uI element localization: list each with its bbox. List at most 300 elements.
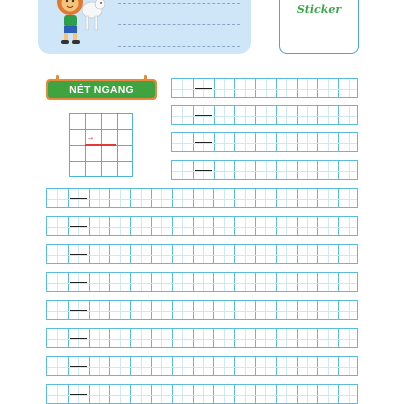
practice-cell-subline xyxy=(182,161,183,179)
practice-cell-border xyxy=(338,161,339,179)
practice-cell-border xyxy=(68,385,69,403)
practice-cell-border xyxy=(297,133,298,151)
practice-cell-subline xyxy=(245,79,246,97)
practice-cell-border xyxy=(193,301,194,319)
practice-row-midline xyxy=(47,255,357,256)
practice-cell-subline xyxy=(141,245,142,263)
practice-cell-subline xyxy=(307,301,308,319)
practice-cell-border xyxy=(317,301,318,319)
practice-cell-subline xyxy=(328,245,329,263)
practice-cell-subline xyxy=(57,385,58,403)
practice-cell-border xyxy=(89,301,90,319)
practice-cell-border xyxy=(214,161,215,179)
practice-cell-subline xyxy=(245,273,246,291)
practice-cell-border xyxy=(276,385,277,403)
practice-cell-subline xyxy=(265,385,266,403)
practice-cell-border xyxy=(193,106,194,124)
practice-cell-border xyxy=(68,357,69,375)
practice-cell-subline xyxy=(57,189,58,207)
practice-cell-border xyxy=(297,79,298,97)
practice-cell-border xyxy=(234,106,235,124)
practice-cell-subline xyxy=(182,273,183,291)
practice-cell-subline xyxy=(182,385,183,403)
practice-cell-subline xyxy=(203,245,204,263)
practice-row-midline xyxy=(47,395,357,396)
practice-cell-subline xyxy=(286,385,287,403)
practice-cell-border xyxy=(89,357,90,375)
practice-cell-border xyxy=(276,106,277,124)
practice-cell-border xyxy=(317,357,318,375)
practice-cell-border xyxy=(193,329,194,347)
practice-cell-subline xyxy=(224,245,225,263)
practice-cell-border xyxy=(193,189,194,207)
practice-cell-border xyxy=(255,189,256,207)
practice-cell-subline xyxy=(161,189,162,207)
practice-cell-border xyxy=(130,385,131,403)
practice-cell-border xyxy=(234,329,235,347)
practice-cell-subline xyxy=(141,329,142,347)
practice-row[interactable] xyxy=(46,244,358,264)
practice-cell-border xyxy=(338,385,339,403)
name-writing-line[interactable] xyxy=(118,3,240,4)
practice-cell-subline xyxy=(203,273,204,291)
practice-row[interactable] xyxy=(46,216,358,236)
practice-cell-subline xyxy=(245,357,246,375)
practice-cell-border xyxy=(297,329,298,347)
practice-cell-subline xyxy=(245,385,246,403)
practice-cell-border xyxy=(297,385,298,403)
practice-row[interactable] xyxy=(171,160,358,180)
practice-cell-subline xyxy=(203,301,204,319)
practice-cell-subline xyxy=(349,161,350,179)
practice-row[interactable] xyxy=(171,105,358,125)
practice-cell-border xyxy=(151,217,152,235)
practice-cell-border xyxy=(317,245,318,263)
practice-cell-border xyxy=(213,385,214,403)
practice-cell-border xyxy=(89,217,90,235)
practice-cell-border xyxy=(193,357,194,375)
practice-cell-border xyxy=(109,245,110,263)
practice-cell-border xyxy=(234,357,235,375)
practice-cell-subline xyxy=(224,301,225,319)
practice-cell-border xyxy=(338,189,339,207)
practice-cell-subline xyxy=(328,301,329,319)
practice-cell-subline xyxy=(161,357,162,375)
practice-cell-subline xyxy=(266,106,267,124)
practice-cell-border xyxy=(255,245,256,263)
practice-cell-subline xyxy=(99,217,100,235)
practice-cell-border xyxy=(338,106,339,124)
practice-cell-subline xyxy=(99,245,100,263)
practice-cell-border xyxy=(130,357,131,375)
practice-cell-subline xyxy=(245,217,246,235)
practice-row-midline xyxy=(47,199,357,200)
practice-cell-border xyxy=(172,189,173,207)
practice-cell-border xyxy=(213,329,214,347)
practice-cell-border xyxy=(338,273,339,291)
stroke-name-badge xyxy=(46,79,157,100)
practice-cell-subline xyxy=(224,161,225,179)
practice-row[interactable] xyxy=(46,300,358,320)
practice-cell-subline xyxy=(203,357,204,375)
practice-cell-border xyxy=(151,385,152,403)
practice-cell-subline xyxy=(99,385,100,403)
sticker-box[interactable] xyxy=(279,0,359,54)
practice-cell-subline xyxy=(307,273,308,291)
practice-cell-subline xyxy=(57,329,58,347)
practice-cell-subline xyxy=(286,273,287,291)
practice-cell-border xyxy=(276,217,277,235)
practice-cell-subline xyxy=(328,161,329,179)
practice-row[interactable] xyxy=(46,328,358,348)
practice-cell-border xyxy=(276,79,277,97)
practice-cell-border xyxy=(317,189,318,207)
practice-cell-border xyxy=(214,79,215,97)
practice-cell-border xyxy=(255,217,256,235)
practice-cell-subline xyxy=(141,385,142,403)
practice-cell-border xyxy=(297,161,298,179)
practice-cell-border xyxy=(276,245,277,263)
practice-cell-subline xyxy=(120,273,121,291)
practice-cell-border xyxy=(214,106,215,124)
practice-cell-subline xyxy=(265,301,266,319)
practice-cell-border xyxy=(193,217,194,235)
practice-cell-border xyxy=(317,385,318,403)
practice-cell-border xyxy=(255,106,256,124)
practice-cell-border xyxy=(172,217,173,235)
practice-cell-subline xyxy=(245,161,246,179)
practice-cell-subline xyxy=(328,106,329,124)
practice-cell-border xyxy=(193,79,194,97)
demo-horizontal-stroke xyxy=(85,144,116,146)
practice-cell-subline xyxy=(245,245,246,263)
practice-cell-subline xyxy=(182,217,183,235)
practice-cell-border xyxy=(276,133,277,151)
guide-horizontal-stroke xyxy=(70,282,87,283)
practice-cell-subline xyxy=(99,329,100,347)
practice-cell-subline xyxy=(224,106,225,124)
practice-cell-border xyxy=(213,273,214,291)
practice-cell-subline xyxy=(286,357,287,375)
practice-cell-border xyxy=(130,217,131,235)
practice-cell-border xyxy=(172,301,173,319)
practice-cell-subline xyxy=(120,245,121,263)
practice-cell-border xyxy=(172,245,173,263)
practice-cell-subline xyxy=(57,301,58,319)
practice-cell-border xyxy=(89,189,90,207)
practice-cell-subline xyxy=(224,133,225,151)
practice-cell-subline xyxy=(161,301,162,319)
practice-cell-border xyxy=(213,217,214,235)
practice-cell-border xyxy=(109,217,110,235)
practice-cell-subline xyxy=(328,357,329,375)
practice-cell-subline xyxy=(57,217,58,235)
practice-cell-border xyxy=(151,357,152,375)
practice-cell-border xyxy=(109,357,110,375)
practice-cell-border xyxy=(255,357,256,375)
stroke-direction-arrow-icon: → xyxy=(88,135,94,142)
practice-cell-border xyxy=(234,245,235,263)
practice-cell-subline xyxy=(328,79,329,97)
practice-cell-border xyxy=(151,301,152,319)
practice-cell-subline xyxy=(245,329,246,347)
practice-cell-border xyxy=(255,79,256,97)
guide-horizontal-stroke xyxy=(195,88,212,89)
practice-cell-subline xyxy=(141,301,142,319)
practice-cell-border xyxy=(338,245,339,263)
practice-cell-border xyxy=(213,301,214,319)
practice-cell-border xyxy=(255,161,256,179)
practice-cell-subline xyxy=(286,329,287,347)
practice-cell-subline xyxy=(307,79,308,97)
guide-horizontal-stroke xyxy=(70,226,87,227)
badge-hook-right xyxy=(144,75,147,80)
practice-cell-subline xyxy=(266,79,267,97)
practice-cell-border xyxy=(317,217,318,235)
guide-horizontal-stroke xyxy=(195,142,212,143)
practice-cell-subline xyxy=(328,329,329,347)
practice-cell-border xyxy=(234,301,235,319)
practice-cell-subline xyxy=(328,133,329,151)
practice-cell-border xyxy=(109,385,110,403)
practice-cell-subline xyxy=(120,329,121,347)
practice-cell-subline xyxy=(120,301,121,319)
practice-cell-border xyxy=(338,301,339,319)
practice-cell-subline xyxy=(224,189,225,207)
practice-cell-subline xyxy=(245,106,246,124)
practice-cell-border xyxy=(255,301,256,319)
practice-cell-subline xyxy=(182,79,183,97)
practice-cell-border xyxy=(297,301,298,319)
practice-cell-border xyxy=(234,273,235,291)
practice-cell-subline xyxy=(286,79,287,97)
practice-cell-subline xyxy=(161,245,162,263)
sticker-label: Sticker xyxy=(296,3,342,16)
practice-cell-subline xyxy=(349,329,350,347)
practice-cell-border xyxy=(297,245,298,263)
practice-cell-border xyxy=(109,189,110,207)
practice-row-midline xyxy=(47,227,357,228)
practice-cell-subline xyxy=(141,273,142,291)
practice-row[interactable] xyxy=(46,272,358,292)
practice-cell-border xyxy=(130,329,131,347)
practice-cell-border xyxy=(151,273,152,291)
practice-cell-subline xyxy=(245,133,246,151)
practice-cell-border xyxy=(317,329,318,347)
practice-cell-subline xyxy=(349,106,350,124)
practice-cell-subline xyxy=(265,329,266,347)
guide-horizontal-stroke xyxy=(70,394,87,395)
practice-cell-subline xyxy=(245,189,246,207)
practice-cell-subline xyxy=(307,217,308,235)
practice-cell-subline xyxy=(307,385,308,403)
practice-cell-border xyxy=(89,385,90,403)
practice-cell-subline xyxy=(265,245,266,263)
practice-cell-subline xyxy=(182,106,183,124)
practice-cell-border xyxy=(214,133,215,151)
badge-hook-left xyxy=(56,75,59,80)
practice-cell-subline xyxy=(224,217,225,235)
practice-cell-border xyxy=(89,273,90,291)
practice-cell-border xyxy=(172,385,173,403)
practice-cell-border xyxy=(193,385,194,403)
practice-cell-subline xyxy=(99,301,100,319)
practice-cell-subline xyxy=(286,245,287,263)
practice-cell-border xyxy=(297,106,298,124)
lion-mascot-icon xyxy=(52,0,112,50)
practice-cell-border xyxy=(130,273,131,291)
practice-cell-subline xyxy=(182,357,183,375)
practice-cell-border xyxy=(317,79,318,97)
practice-cell-subline xyxy=(161,273,162,291)
practice-cell-subline xyxy=(286,189,287,207)
practice-cell-subline xyxy=(328,385,329,403)
practice-row-midline xyxy=(47,311,357,312)
practice-cell-subline xyxy=(245,301,246,319)
practice-cell-border xyxy=(234,79,235,97)
practice-cell-border xyxy=(338,217,339,235)
practice-cell-border xyxy=(234,217,235,235)
practice-cell-border xyxy=(276,301,277,319)
practice-cell-border xyxy=(338,133,339,151)
practice-cell-subline xyxy=(266,161,267,179)
practice-cell-subline xyxy=(182,245,183,263)
practice-cell-border xyxy=(276,357,277,375)
date-writing-line[interactable] xyxy=(118,46,240,47)
practice-cell-subline xyxy=(286,301,287,319)
practice-cell-subline xyxy=(224,273,225,291)
practice-cell-subline xyxy=(57,357,58,375)
class-writing-line[interactable] xyxy=(118,24,240,25)
practice-cell-border xyxy=(109,301,110,319)
practice-cell-subline xyxy=(266,133,267,151)
practice-cell-subline xyxy=(141,189,142,207)
practice-cell-border xyxy=(255,273,256,291)
practice-row[interactable] xyxy=(171,132,358,152)
practice-cell-border xyxy=(68,273,69,291)
practice-cell-subline xyxy=(161,385,162,403)
guide-horizontal-stroke xyxy=(70,310,87,311)
guide-horizontal-stroke xyxy=(70,198,87,199)
practice-cell-border xyxy=(213,189,214,207)
practice-cell-border xyxy=(338,329,339,347)
practice-cell-border xyxy=(193,245,194,263)
stroke-name-label: NÉT NGANG xyxy=(48,81,155,98)
practice-cell-border xyxy=(109,273,110,291)
practice-cell-subline xyxy=(182,189,183,207)
practice-row[interactable] xyxy=(46,384,358,404)
practice-cell-subline xyxy=(265,217,266,235)
practice-cell-border xyxy=(317,106,318,124)
practice-cell-subline xyxy=(161,329,162,347)
practice-cell-border xyxy=(68,329,69,347)
practice-cell-subline xyxy=(120,357,121,375)
practice-cell-border xyxy=(68,189,69,207)
practice-cell-border xyxy=(338,357,339,375)
demo-grid-line xyxy=(70,129,132,130)
demo-grid-line xyxy=(70,161,132,162)
guide-horizontal-stroke xyxy=(195,170,212,171)
practice-cell-subline xyxy=(203,385,204,403)
practice-cell-subline xyxy=(328,217,329,235)
practice-cell-subline xyxy=(224,79,225,97)
practice-cell-subline xyxy=(203,189,204,207)
practice-row[interactable] xyxy=(171,78,358,98)
practice-cell-subline xyxy=(203,217,204,235)
practice-cell-border xyxy=(255,133,256,151)
guide-horizontal-stroke xyxy=(70,254,87,255)
practice-cell-border xyxy=(338,79,339,97)
practice-cell-subline xyxy=(203,329,204,347)
practice-cell-subline xyxy=(328,189,329,207)
practice-cell-border xyxy=(172,273,173,291)
practice-row[interactable] xyxy=(46,188,358,208)
practice-cell-border xyxy=(234,385,235,403)
practice-cell-border xyxy=(234,133,235,151)
practice-cell-border xyxy=(297,273,298,291)
practice-cell-border xyxy=(297,217,298,235)
practice-cell-subline xyxy=(328,273,329,291)
practice-cell-border xyxy=(317,161,318,179)
practice-cell-border xyxy=(297,357,298,375)
practice-cell-border xyxy=(317,273,318,291)
practice-cell-border xyxy=(193,161,194,179)
practice-row-midline xyxy=(47,283,357,284)
guide-horizontal-stroke xyxy=(70,366,87,367)
practice-cell-border xyxy=(68,301,69,319)
practice-cell-border xyxy=(276,161,277,179)
practice-cell-subline xyxy=(307,161,308,179)
practice-cell-border xyxy=(193,133,194,151)
practice-cell-subline xyxy=(99,273,100,291)
practice-cell-border xyxy=(213,357,214,375)
practice-cell-subline xyxy=(57,273,58,291)
practice-cell-subline xyxy=(349,189,350,207)
practice-cell-subline xyxy=(265,273,266,291)
practice-cell-subline xyxy=(265,357,266,375)
practice-cell-subline xyxy=(120,385,121,403)
practice-cell-border xyxy=(276,273,277,291)
practice-cell-subline xyxy=(286,133,287,151)
practice-cell-border xyxy=(172,329,173,347)
practice-cell-border xyxy=(130,301,131,319)
practice-cell-border xyxy=(193,273,194,291)
practice-cell-subline xyxy=(307,133,308,151)
practice-cell-border xyxy=(151,189,152,207)
practice-cell-subline xyxy=(349,301,350,319)
practice-cell-border xyxy=(89,245,90,263)
practice-row[interactable] xyxy=(46,356,358,376)
practice-cell-subline xyxy=(99,189,100,207)
practice-cell-subline xyxy=(120,217,121,235)
practice-cell-subline xyxy=(99,357,100,375)
practice-cell-border xyxy=(172,357,173,375)
practice-cell-border xyxy=(68,217,69,235)
practice-cell-border xyxy=(297,189,298,207)
practice-cell-subline xyxy=(182,301,183,319)
practice-cell-subline xyxy=(182,329,183,347)
practice-cell-subline xyxy=(307,357,308,375)
practice-cell-subline xyxy=(349,79,350,97)
practice-cell-border xyxy=(234,161,235,179)
practice-cell-border xyxy=(109,329,110,347)
practice-cell-border xyxy=(234,189,235,207)
practice-cell-border xyxy=(151,245,152,263)
practice-cell-subline xyxy=(57,245,58,263)
practice-cell-subline xyxy=(349,357,350,375)
practice-cell-border xyxy=(151,329,152,347)
practice-cell-border xyxy=(276,329,277,347)
